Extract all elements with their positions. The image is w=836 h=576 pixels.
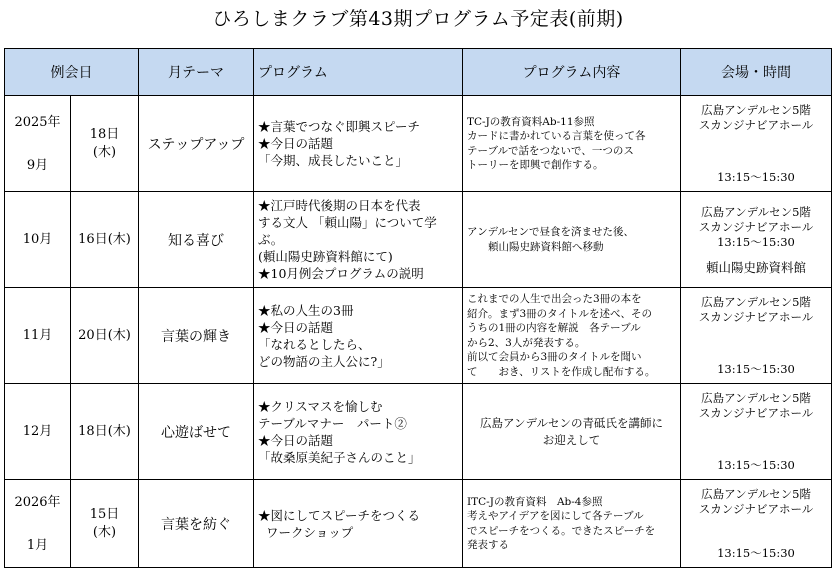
content-cell (463, 384, 681, 480)
venue-line: 広島アンデルセン5階 (701, 294, 811, 309)
venue-line: スカンジナビアホール (698, 117, 814, 132)
program-line: ワークショップ (266, 524, 354, 540)
program-cell (254, 384, 463, 480)
venue-cell (681, 192, 832, 288)
theme-cell: ステップアップ (139, 96, 254, 192)
year-label: 2026年 (14, 494, 61, 510)
month-cell: 10月 (5, 192, 71, 288)
venue-line: 広島アンデルセン5階 (701, 102, 811, 117)
day-cell (71, 96, 139, 192)
venue-cell (681, 384, 832, 480)
program-cell (254, 480, 463, 568)
header-row (5, 49, 832, 96)
year-label: 2025年 (14, 114, 61, 130)
table-row (5, 192, 832, 288)
header-content: プログラム内容 (463, 49, 681, 96)
theme-cell: 言葉を紡ぐ (139, 480, 254, 568)
day-cell: 18日(木) (71, 384, 139, 480)
content-line: お迎えして (542, 432, 601, 447)
content-line: から2、3人が発表する。 (467, 336, 586, 349)
month-cell: 12月 (5, 384, 71, 480)
table-row (5, 288, 832, 384)
venue-cell (681, 96, 832, 192)
content-line: 考えやアイデアを図にして各テーブル (467, 510, 644, 522)
program-line: ★私の人生の3冊 (258, 302, 354, 318)
content-line: これまでの人生で出会った3冊の本を (467, 293, 642, 305)
content-line: うちの1冊の内容を解説 各テーブル (467, 322, 641, 334)
program-line: テーブルマナー パート② (258, 415, 407, 431)
content-line: 発表する (467, 539, 509, 551)
content-cell (463, 480, 681, 568)
header-date: 例会日 (5, 49, 139, 96)
program-cell (254, 192, 463, 288)
venue-line: 広島アンデルセン5階 (701, 204, 811, 219)
program-line: ★今日の話題 (258, 319, 334, 335)
program-line: 「故桑原美紀子さんのこと」 (258, 449, 421, 465)
table-row (5, 480, 832, 568)
venue-cell (681, 288, 832, 384)
content-cell (463, 96, 681, 192)
program-line: ★10月例会プログラムの説明 (258, 266, 424, 281)
day-label: 18日 (89, 126, 120, 142)
content-line: 紹介。まず3冊のタイトルを述べ、その (467, 307, 652, 320)
day-cell: 16日(木) (71, 192, 139, 288)
content-line: 頼山陽史跡資料館へ移動 (467, 240, 604, 253)
venue-cell (681, 480, 832, 568)
page-title: ひろしまクラブ第43期プログラム予定表(前期) (212, 8, 624, 30)
day-label: 15日 (89, 506, 120, 522)
venue-line: 広島アンデルセン5階 (701, 486, 811, 501)
program-line: 「今期、成長したいこと」 (258, 153, 409, 168)
program-line: (頼山陽史跡資料館にて) (258, 249, 393, 264)
venue-extra-label: 頼山陽史跡資料館 (705, 259, 806, 275)
time-label: 13:15～15:30 (717, 457, 795, 472)
program-line: ★言葉でつなぐ即興スピーチ (258, 119, 421, 134)
day-cell: 20日(木) (71, 288, 139, 384)
table-row (5, 384, 832, 480)
header-venue: 会場・時間 (681, 49, 832, 96)
venue-line: スカンジナビアホール (698, 309, 814, 324)
content-line: テーブルで話をつないで、一つのス (467, 144, 634, 157)
month-cell: 11月 (5, 288, 71, 384)
program-line: 「なれるとしたら、 (258, 336, 371, 352)
time-label: 13:15～15:30 (717, 545, 795, 560)
content-line: て おき、リストを作成し配布する。 (467, 365, 656, 378)
table-row (5, 96, 832, 192)
program-line: ★今日の話題 (258, 136, 334, 151)
content-cell (463, 192, 681, 288)
theme-cell: 言葉の輝き (139, 288, 254, 384)
year-month-cell (5, 96, 71, 192)
content-cell (463, 288, 681, 384)
program-cell (254, 288, 463, 384)
weekday-label: (木) (92, 524, 117, 540)
content-line: トーリーを即興で創作する。 (467, 159, 604, 171)
content-line: TC-Jの教育資料Ab-11参照 (467, 115, 595, 128)
day-cell (71, 480, 139, 568)
program-line: ぶ。 (258, 232, 284, 247)
year-month-cell (5, 480, 71, 568)
content-line: 前以て会員から3冊のタイトルを聞い (467, 351, 642, 363)
schedule-table (4, 48, 832, 568)
header-program: プログラム (254, 49, 463, 96)
time-label: 13:15～15:30 (717, 169, 795, 184)
theme-cell: 知る喜び (139, 192, 254, 288)
weekday-label: (木) (92, 144, 117, 160)
venue-line: スカンジナビアホール (698, 219, 814, 234)
theme-cell: 心遊ばせて (139, 384, 254, 480)
header-theme: 月テーマ (139, 49, 254, 96)
content-line: カードに書かれている言葉を使って各 (467, 130, 646, 142)
content-line: でスピーチをつくる。できたスピーチを (467, 524, 656, 537)
content-line: 広島アンデルセンの青砥氏を講師に (480, 415, 663, 430)
venue-line: 広島アンデルセン5階 (701, 390, 811, 405)
program-line: どの物語の主人公に?」 (258, 353, 390, 369)
content-line: ITC-Jの教育資料 Ab-4参照 (467, 495, 603, 508)
program-cell (254, 96, 463, 192)
program-line: ★図にしてスピーチをつくる (258, 507, 421, 523)
venue-line: スカンジナビアホール (698, 501, 814, 516)
month-label: 9月 (26, 157, 49, 173)
venue-line: スカンジナビアホール (698, 405, 814, 420)
content-line: アンデルセンで昼食を済ませた後、 (467, 226, 635, 238)
month-label: 1月 (26, 537, 49, 553)
program-line: ★江戸時代後期の日本を代表 (258, 198, 421, 213)
time-label: 13:15～15:30 (717, 361, 795, 376)
time-label: 13:15～15:30 (717, 234, 795, 249)
program-line: ★今日の話題 (258, 432, 334, 448)
program-line: ★クリスマスを愉しむ (258, 398, 383, 414)
program-line: する文人 「頼山陽」について学 (258, 215, 437, 230)
